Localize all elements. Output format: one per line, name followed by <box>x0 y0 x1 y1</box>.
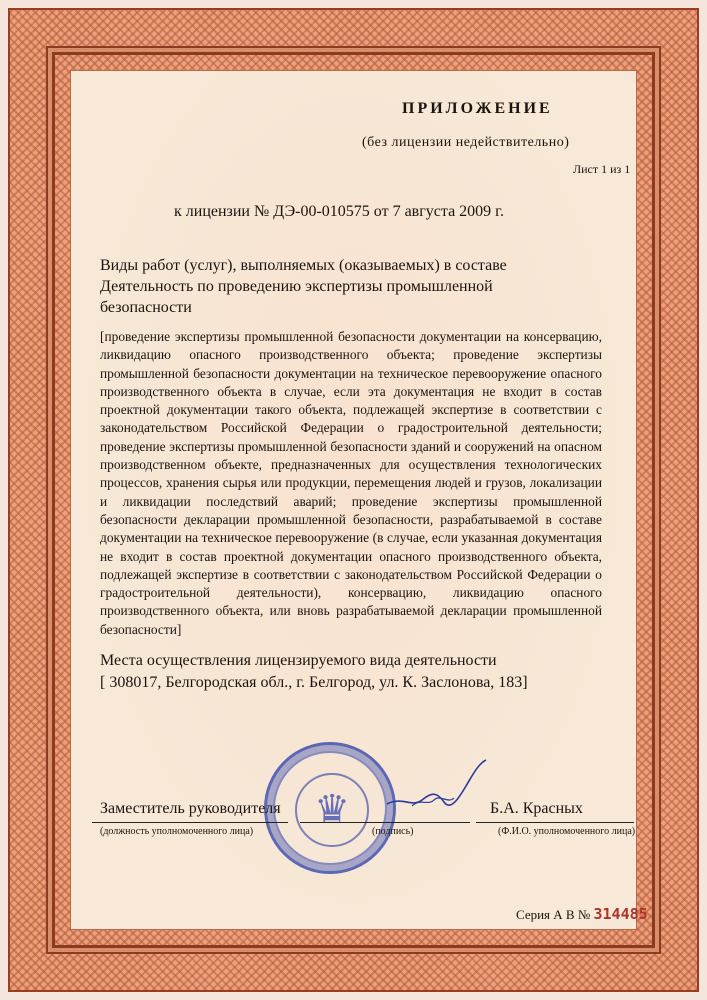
places-heading: Места осуществления лицензируемого вида деятельности <box>100 652 497 669</box>
official-stamp <box>264 742 396 874</box>
name-caption: (Ф.И.О. уполномоченного лица) <box>498 826 636 837</box>
eagle-seal-icon: ♛ <box>295 773 369 847</box>
serial-value: 314485 <box>593 905 648 923</box>
signer-position: Заместитель руководителя <box>100 800 281 817</box>
document-title: ПРИЛОЖЕНИЕ <box>402 100 553 117</box>
name-underline <box>476 822 634 823</box>
signature-caption: (подпись) <box>372 826 414 837</box>
license-reference: к лицензии № ДЭ-00-010575 от 7 августа 2009 г. <box>174 203 504 220</box>
signer-name: Б.А. Красных <box>490 800 583 817</box>
types-body: [проведение экспертизы промышленной безопасности документации на консервацию, ликвидацию опасного производственного объекта; проведение экспертизы промышленной безопасности документации на техническое перевооружение опасного производственного объекта в случае, если эта документация не входит в состав проектной документации такого объекта, подлежащей экспертизе в соответствии с законодательством Российской Федерации о градостроительной деятельности; проведение экспертизы промышленной безопасности зданий и сооружений на опасном производственном объекте, предназначенных для осуществления технологических процессов, хранения сырья или продукции, перемещения людей и грузов, локализации и ликвидации последствий аварий; проведение экспертизы промышленной безопасности декларации промышленной безопасности, разрабатываемой в составе документации на техническое перевооружение (в случае, если указанная документация не входит в состав проектной документации опасного производственного объекта, подлежащей экспертизе в соответствии с законодательством Российской Федерации о градостроительной деятельности), консервацию, ликвидацию опасного производственного объекта, или вновь разрабатываемой декларации промышленной безопасности] <box>100 329 602 637</box>
document-subtitle: (без лицензии недействительно) <box>362 135 570 150</box>
signature-underline <box>300 822 470 823</box>
position-caption: (должность уполномоченного лица) <box>100 826 254 837</box>
serial-number <box>516 905 648 923</box>
handwritten-signature <box>382 756 492 816</box>
address: [ 308017, Белгородская обл., г. Белгород, ул. К. Заслонова, 183] <box>100 674 528 691</box>
sheet-number: Лист 1 из 1 <box>573 162 631 176</box>
types-heading: Виды работ (услуг), выполняемых (оказываемых) в составе Деятельность по проведению экспертизы промышленной безопасности <box>100 257 507 316</box>
position-underline <box>92 822 288 823</box>
serial-label: Серия А В № <box>516 907 591 922</box>
